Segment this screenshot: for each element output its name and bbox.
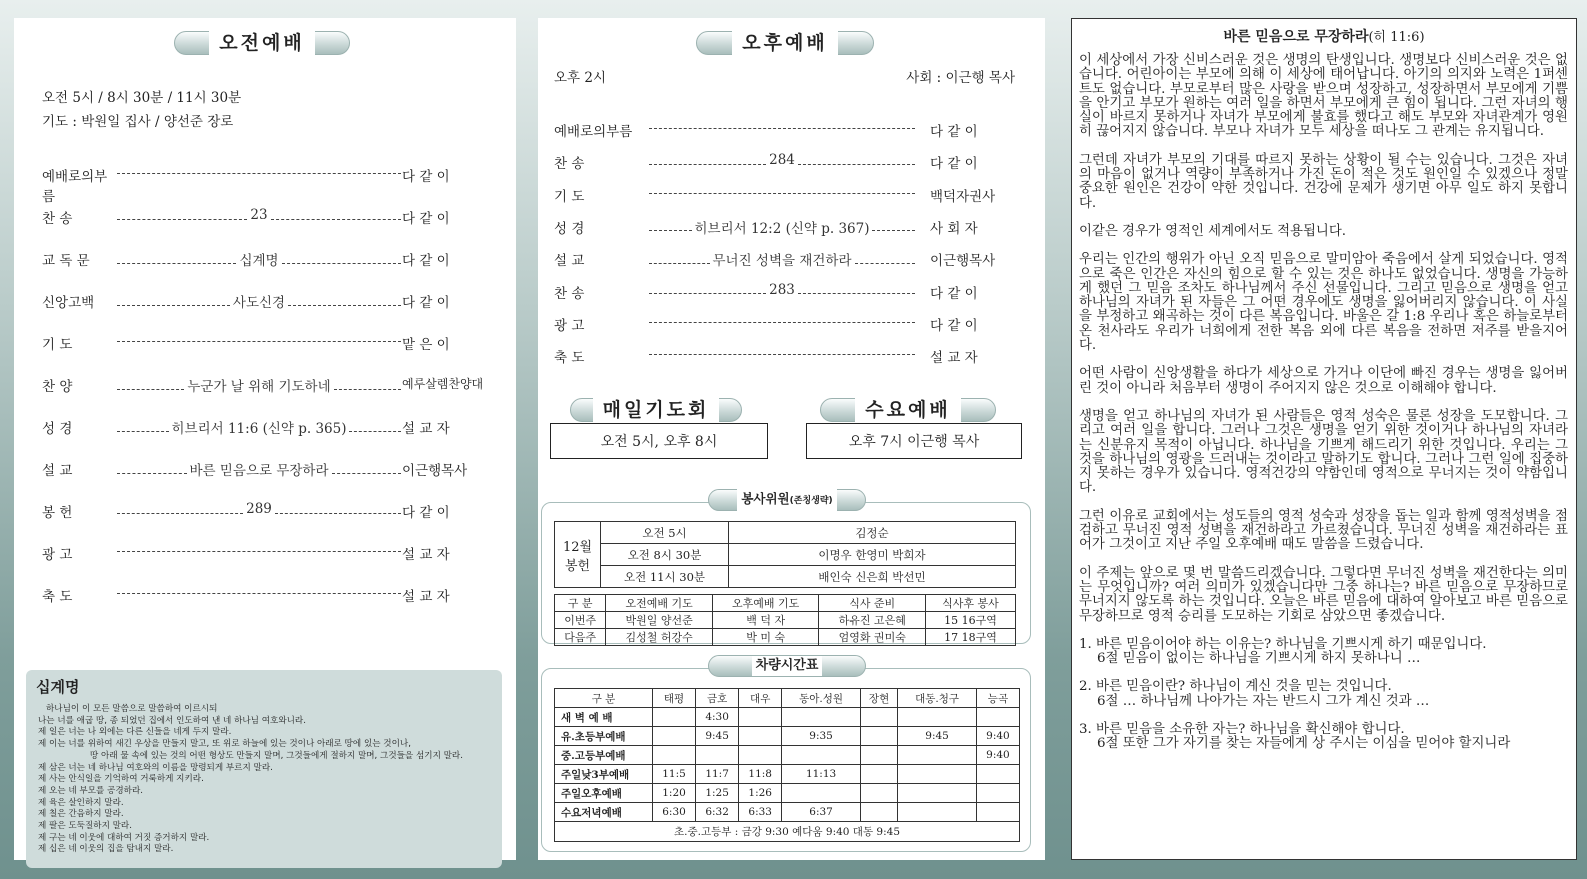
commandment-line: 제 오는 네 부모를 공경하라. xyxy=(38,785,143,796)
volunteers-header-row xyxy=(555,595,1016,612)
volunteers-header: 식사후 봉사 xyxy=(925,595,1015,612)
volunteers-row xyxy=(555,612,1016,629)
volunteers-title: 봉사위원 xyxy=(741,491,790,506)
order-item: 설 교 xyxy=(554,253,585,270)
morning-title: 오전예배 xyxy=(209,31,314,55)
morning-title-banner xyxy=(174,31,350,55)
bus-time: 1:20 xyxy=(653,784,696,803)
bus-time xyxy=(782,784,861,803)
bus-time: 6:37 xyxy=(782,803,861,822)
bus-service-name: 주일오후예배 xyxy=(555,784,653,803)
commandment-line: 제 일은 너는 나 외에는 다른 신들을 네게 두지 말라. xyxy=(38,727,232,738)
sermon-panel xyxy=(1071,18,1577,860)
volunteers-header: 오전예배 기도 xyxy=(606,595,713,612)
bus-time xyxy=(653,746,696,765)
afternoon-title-banner xyxy=(696,31,874,55)
december-names: 김정순 xyxy=(729,522,1016,544)
bus-row xyxy=(555,784,1020,803)
bus-header: 동아.성원 xyxy=(782,689,861,708)
bus-title: 차량시간표 xyxy=(752,656,823,676)
bus-time xyxy=(739,727,782,746)
bus-time xyxy=(860,708,897,727)
order-row xyxy=(14,375,516,395)
bus-time: 9:40 xyxy=(976,746,1019,765)
order-item: 찬 송 xyxy=(42,211,73,227)
sermon-paragraph: 이 주제는 앞으로 몇 번 말씀드리겠습니다. 그렇다면 무너진 성벽을 재건한다는 의미는 무엇입니까? 여러 의미가 있겠습니다만 그중 하나는? 바른 믿음으로 무장하므로 무너지지 않도록 하는 것입니다. 오늘은 바른 믿음에 대하여 알아보고 바른 믿음으로 무장하므로 영적 승리를 도모하는 기회로 삼았으면 좋겠습니다. xyxy=(1079,565,1568,624)
daily-prayer-box: 오전 5시, 오후 8시 xyxy=(550,423,768,459)
wednesday-banner xyxy=(820,398,996,422)
volunteers-cell: 15 16구역 xyxy=(925,612,1015,629)
commandment-line: 제 이는 너를 위하여 새긴 우상을 만들지 말고, 또 위로 하늘에 있는 것이나 아래로 땅에 있는 것이나, xyxy=(38,739,411,750)
order-person: 예루살렘찬양대 xyxy=(402,377,484,391)
afternoon-title: 오후예배 xyxy=(732,31,837,55)
order-detail-text: 289 xyxy=(246,501,272,517)
order-detail xyxy=(114,459,404,479)
bus-time xyxy=(860,765,897,784)
bus-footer-row xyxy=(555,822,1020,842)
bus-time: 11:8 xyxy=(739,765,782,784)
order-row xyxy=(538,217,1045,237)
bus-time xyxy=(860,784,897,803)
commandments-title: 십계명 xyxy=(36,678,80,696)
bus-header: 대우 xyxy=(739,689,782,708)
sermon-title: 바른 믿음으로 무장하라 xyxy=(1223,29,1369,45)
order-detail xyxy=(114,333,404,342)
bus-time: 1:25 xyxy=(696,784,739,803)
order-item: 설 교 xyxy=(42,463,73,479)
afternoon-host: 사회 : 이근행 목사 xyxy=(906,70,1015,86)
order-detail-text: 283 xyxy=(769,281,795,298)
order-row xyxy=(14,249,516,269)
bus-row xyxy=(555,727,1020,746)
december-names: 이명우 한영미 박희자 xyxy=(729,544,1016,566)
order-row xyxy=(14,585,516,605)
order-detail-text: 바른 믿음으로 무장하라 xyxy=(189,463,329,479)
december-row xyxy=(555,544,1016,566)
bus-time: 1:26 xyxy=(739,784,782,803)
bus-row xyxy=(555,765,1020,784)
volunteers-row xyxy=(555,629,1016,646)
order-person: 다 같 이 xyxy=(402,505,450,521)
wednesday-title: 수요예배 xyxy=(855,398,960,422)
morning-times: 오전 5시 / 8시 30분 / 11시 30분 xyxy=(42,90,242,106)
order-row xyxy=(14,207,516,227)
bus-time xyxy=(898,765,977,784)
order-item: 예배로의부름 xyxy=(554,124,633,140)
volunteers-cell: 17 18구역 xyxy=(925,629,1015,646)
order-detail-text: 사도신경 xyxy=(232,295,286,311)
wednesday-box: 오후 7시 이근행 목사 xyxy=(806,423,1022,459)
bus-banner xyxy=(708,655,866,677)
order-item: 광 고 xyxy=(42,547,73,563)
order-person: 다 같 이 xyxy=(930,317,978,334)
order-row xyxy=(14,333,516,353)
order-detail xyxy=(646,120,918,129)
order-person: 다 같 이 xyxy=(930,156,978,173)
order-detail-text: 무너진 성벽을 재건하라 xyxy=(712,253,852,270)
order-person: 설 교 자 xyxy=(402,589,450,605)
volunteers-cell: 백 덕 자 xyxy=(712,612,819,629)
volunteers-cell: 이번주 xyxy=(555,612,606,629)
order-row xyxy=(538,249,1045,269)
order-detail xyxy=(646,217,918,237)
order-item: 예배로의부름 xyxy=(42,169,108,205)
commandment-line: 제 십은 네 이웃의 집을 탐내지 말라. xyxy=(38,844,174,855)
bus-time xyxy=(898,746,977,765)
ten-commandments-box xyxy=(26,670,502,868)
volunteers-cell: 김성철 허강수 xyxy=(606,629,713,646)
bus-time xyxy=(860,727,897,746)
bus-time: 4:30 xyxy=(696,708,739,727)
volunteers-cell: 하유진 고은혜 xyxy=(819,612,926,629)
sermon-paragraph: 생명을 얻고 하나님의 자녀가 된 사람들은 영적 성숙은 물론 성장을 도모합니다. 그리고 여러 일을 합니다. 그러나 그것은 생명을 얻기 위한 것이거나 하나님의 자녀라는 신분유지 목적이 아닙니다. 하나님을 기쁘게 해드리기 위한 것입니다. 우리는 그것을 하나님의 영광을 드러내는 것이라고 말하기도 합니다. 그러나 그런 일에 집중하지 못하는 경우가 있습니다. 영적건강의 약함인데 영적으로 무너지는 것이 약함입니다. xyxy=(1079,408,1568,496)
december-time: 오전 5시 xyxy=(601,522,729,544)
commandment-line: 제 팔은 도둑질하지 말라. xyxy=(38,821,132,831)
order-detail-text: 284 xyxy=(769,152,795,169)
order-person: 설 교 자 xyxy=(402,547,450,563)
bus-header: 태평 xyxy=(653,689,696,708)
volunteers-header: 오후예배 기도 xyxy=(712,595,819,612)
bus-time: 9:45 xyxy=(696,727,739,746)
order-row xyxy=(14,459,516,479)
volunteers-title-note: (존칭생략) xyxy=(789,496,833,506)
bus-time: 6:30 xyxy=(653,803,696,822)
volunteers-cell: 박원일 양선준 xyxy=(606,612,713,629)
sermon-paragraph: 그런 이유로 교회에서는 성도들의 영적 성숙과 성장을 돕는 일과 함께 영적성벽을 점검하고 무너진 영적 성벽을 재건하라고 가르쳤습니다. 무너진 성벽을 재건하라는 표어가 그것이고 지난 주일 오후예배 때도 말씀을 드렸습니다. xyxy=(1079,508,1568,553)
sermon-paragraph: 그런데 자녀가 부모의 기대를 따르지 못하는 상황이 될 수는 있습니다. 그것은 자녀의 마음이 없거나 역량이 부족하거나 가진 돈이 적은 것도 원인일 수 있겠으나 정말 중요한 원인은 건강이 약한 것입니다. 건강에 문제가 생기면 아무 일도 하지 못합니다. xyxy=(1079,152,1568,211)
order-item: 성 경 xyxy=(42,421,73,437)
order-item: 찬 양 xyxy=(42,379,73,395)
december-time: 오전 8시 30분 xyxy=(601,544,729,566)
bus-time xyxy=(860,746,897,765)
bus-header: 금호 xyxy=(696,689,739,708)
order-item: 축 도 xyxy=(554,350,585,367)
bus-service-name: 수요저녁예배 xyxy=(555,803,653,822)
sermon-point-head: 3. 바른 믿음을 소유한 자는? 하나님을 확신해야 합니다. xyxy=(1079,721,1405,737)
order-detail xyxy=(646,314,918,323)
volunteers-banner xyxy=(708,489,866,511)
order-detail xyxy=(114,501,404,517)
bus-header: 능곡 xyxy=(976,689,1019,708)
order-row xyxy=(14,291,516,311)
order-detail xyxy=(114,291,404,311)
order-item: 기 도 xyxy=(42,337,73,353)
sermon-point-verse: 6절 … 하나님께 나아가는 자는 반드시 그가 계신 것과 … xyxy=(1097,693,1430,709)
bus-time xyxy=(653,727,696,746)
order-item: 찬 송 xyxy=(554,285,585,302)
order-person: 사 회 자 xyxy=(930,220,978,237)
december-time: 오전 11시 30분 xyxy=(601,566,729,588)
december-row xyxy=(555,522,1016,544)
order-row xyxy=(538,346,1045,366)
bus-time xyxy=(976,784,1019,803)
order-person: 백덕자권사 xyxy=(930,188,996,205)
order-item: 축 도 xyxy=(42,589,73,605)
december-label: 12월 봉헌 xyxy=(555,522,601,588)
commandment-line: 제 칠은 간음하지 말라. xyxy=(38,809,124,820)
sermon-point xyxy=(1079,638,1568,667)
bus-time: 6:33 xyxy=(739,803,782,822)
bus-time: 6:32 xyxy=(696,803,739,822)
order-item: 교 독 문 xyxy=(42,253,90,269)
sermon-heading xyxy=(1072,26,1576,46)
order-person: 다 같 이 xyxy=(402,295,450,311)
bus-service-name: 주일낮3부예배 xyxy=(555,765,653,784)
order-person: 다 같 이 xyxy=(402,253,450,269)
december-names: 배인숙 신은희 박선민 xyxy=(729,566,1016,588)
bus-footer: 초.중.고등부 : 금강 9:30 예다움 9:40 대동 9:45 xyxy=(555,822,1020,842)
bus-time xyxy=(976,803,1019,822)
commandment-line: 제 육은 살인하지 말라. xyxy=(38,797,124,808)
bus-time xyxy=(653,708,696,727)
bus-time xyxy=(898,803,977,822)
bus-service-name: 유.초등부예배 xyxy=(555,727,653,746)
order-row xyxy=(14,543,516,563)
volunteers-cell: 엄영화 권미숙 xyxy=(819,629,926,646)
order-person: 다 같 이 xyxy=(402,169,450,185)
order-person: 이근행목사 xyxy=(930,253,996,270)
sermon-paragraph: 이 세상에서 가장 신비스러운 것은 생명의 탄생입니다. 생명보다 신비스러운 것은 없습니다. 어린아이는 부모에 의해 이 세상에 태어납니다. 아기의 의지와 노력은 1퍼센트도 없습니다. 부모로부터 많은 사랑을 받으며 성장하고, 성장하면서 부모에게 기쁨을 안기고 부모가 원하는 여러 일을 하면서 부모에게 큰 힘이 됩니다. 그런 자녀의 행실이 바르지 못하거나 자녀가 부모에게 불효를 했다고 해도 부모와 자녀관계가 영원히 끊어지지 않습니다. 부모나 자녀가 모두 세상을 떠나도 그 관계는 유지됩니다. xyxy=(1079,53,1568,140)
sermon-point-head: 2. 바른 믿음이란? 하나님이 계신 것을 믿는 것입니다. xyxy=(1079,679,1392,695)
bus-row xyxy=(555,708,1020,727)
commandment-line: 땅 아래 물 속에 있는 것의 어떤 형상도 만들지 말며, 그것들에게 절하지 말며, 그것들을 섬기지 말라. xyxy=(90,750,463,761)
order-detail xyxy=(646,249,918,269)
bus-time: 9:45 xyxy=(898,727,977,746)
sermon-point xyxy=(1079,723,1568,752)
order-detail xyxy=(114,165,404,174)
order-person: 맡 은 이 xyxy=(402,337,450,353)
sermon-point-verse: 6절 믿음이 없이는 하나님을 기쁘시게 하지 못하나니 … xyxy=(1097,651,1421,667)
bus-time xyxy=(898,784,977,803)
bus-header: 구 분 xyxy=(555,689,653,708)
bus-service-name: 새 벽 예 배 xyxy=(555,708,653,727)
bus-time xyxy=(976,765,1019,784)
bus-time xyxy=(739,708,782,727)
order-row xyxy=(538,152,1045,172)
volunteers-table xyxy=(554,594,1016,646)
order-row xyxy=(538,314,1045,334)
order-item: 찬 송 xyxy=(554,156,585,173)
volunteers-header: 식사 준비 xyxy=(819,595,926,612)
bus-time xyxy=(696,746,739,765)
order-detail xyxy=(646,152,918,168)
bus-header: 대동.청구 xyxy=(898,689,977,708)
order-row xyxy=(14,165,516,205)
order-person: 설 교 자 xyxy=(930,350,978,367)
bus-time xyxy=(739,746,782,765)
order-row xyxy=(538,185,1045,205)
order-item: 성 경 xyxy=(554,220,585,237)
bus-schedule-table xyxy=(554,688,1020,842)
order-item: 광 고 xyxy=(554,317,585,334)
sermon-point-verse: 6절 또한 그가 자기를 찾는 자들에게 상 주시는 이심을 믿어야 할지니라 xyxy=(1097,736,1511,752)
volunteers-cell: 박 미 숙 xyxy=(712,629,819,646)
order-detail xyxy=(646,346,918,355)
order-detail xyxy=(114,543,404,552)
daily-prayer-banner xyxy=(570,398,742,422)
bus-service-name: 중.고등부예배 xyxy=(555,746,653,765)
sermon-point xyxy=(1079,680,1568,709)
order-item: 신앙고백 xyxy=(42,295,95,311)
bus-time: 9:40 xyxy=(976,727,1019,746)
bus-time xyxy=(782,746,861,765)
bus-time: 9:35 xyxy=(782,727,861,746)
order-detail-text: 히브리서 12:2 (신약 p. 367) xyxy=(694,220,870,237)
order-detail-text: 십계명 xyxy=(239,253,279,269)
order-person: 설 교 자 xyxy=(402,421,450,437)
order-person: 다 같 이 xyxy=(402,211,450,227)
bus-time: 11:7 xyxy=(696,765,739,784)
afternoon-service-panel xyxy=(538,18,1045,860)
morning-service-panel xyxy=(14,18,516,860)
order-detail-text: 23 xyxy=(250,207,268,223)
bus-time xyxy=(976,708,1019,727)
commandment-line: 제 사는 안식일을 기억하여 거룩하게 지키라. xyxy=(38,774,204,785)
sermon-paragraph: 우리는 인간의 행위가 아닌 오직 믿음으로 말미암아 죽음에서 살게 되었습니다. 영적으로 죽은 인간은 자신의 힘으로 할 수 있는 것은 하나도 없었습니다. 생명을 가능하게 했던 그 믿음 조차도 하나님께서 주신 선물입니다. 그리고 믿음으로 생명을 얻고 하나님의 자녀가 된 자들은 그 어떤 경우에도 생명을 잃어버리지 않습니다. 이 사실을 부정하고 왜곡하는 것이 다른 복음입니다. 바울은 갈 1:8 우리나 혹은 하늘로부터 온 천사라도 우리가 너희에게 전한 복음 외에 다른 복음을 전하면 저주를 받을지어다. xyxy=(1079,252,1568,354)
daily-prayer-title: 매일기도회 xyxy=(593,398,720,422)
bus-time xyxy=(782,708,861,727)
volunteers-frame xyxy=(541,491,1031,644)
order-detail xyxy=(646,185,918,194)
bus-time xyxy=(860,803,897,822)
bus-time: 11:5 xyxy=(653,765,696,784)
order-detail xyxy=(114,417,404,437)
volunteers-december-table xyxy=(554,521,1016,588)
order-detail xyxy=(114,375,404,395)
bus-time: 11:13 xyxy=(782,765,861,784)
order-row xyxy=(14,501,516,521)
afternoon-time: 오후 2시 xyxy=(554,70,607,86)
volunteers-header: 구 분 xyxy=(555,595,606,612)
order-person: 다 같 이 xyxy=(930,124,978,140)
order-detail xyxy=(646,282,918,298)
sermon-point-head: 1. 바른 믿음이어야 하는 이유는? 하나님을 기쁘시게 하기 때문입니다. xyxy=(1079,636,1487,652)
sermon-paragraph: 어떤 사람이 신앙생활을 하다가 세상으로 가거나 이단에 빠진 경우는 생명을 잃어버린 것이 아니라 처음부터 생명이 주어지지 않은 것으로 이해해야 합니다. xyxy=(1079,366,1568,396)
bus-schedule-frame xyxy=(541,658,1031,852)
morning-prayer: 기도 : 박원일 집사 / 양선준 장로 xyxy=(42,114,234,130)
order-row xyxy=(538,282,1045,302)
order-item: 기 도 xyxy=(554,188,585,205)
commandment-line: 제 구는 네 이웃에 대하여 거짓 증거하지 말라. xyxy=(38,832,210,843)
bus-row xyxy=(555,746,1020,765)
order-detail-text: 히브리서 11:6 (신약 p. 365) xyxy=(171,421,347,437)
bus-header: 장현 xyxy=(860,689,897,708)
volunteers-cell: 다음주 xyxy=(555,629,606,646)
sermon-body xyxy=(1079,54,1568,766)
order-row xyxy=(14,417,516,437)
sermon-reference: (히 11:6) xyxy=(1368,30,1425,45)
order-detail xyxy=(114,207,404,223)
commandment-line: 제 삼은 너는 네 하나님 여호와의 이름을 망령되게 부르지 말라. xyxy=(38,762,273,773)
bus-row xyxy=(555,803,1020,822)
order-detail-text: 누군가 날 위해 기도하네 xyxy=(187,379,331,395)
bus-time xyxy=(898,708,977,727)
order-person: 이근행목사 xyxy=(402,463,468,479)
order-detail xyxy=(114,585,404,594)
order-row xyxy=(538,120,1045,140)
order-detail xyxy=(114,249,404,269)
bus-header-row xyxy=(555,689,1020,708)
order-person: 다 같 이 xyxy=(930,285,978,302)
order-item: 봉 헌 xyxy=(42,505,73,521)
sermon-paragraph: 이같은 경우가 영적인 세계에서도 적용됩니다. xyxy=(1079,223,1347,239)
commandment-line: 하나님이 이 모든 말씀으로 말씀하여 이르시되 xyxy=(46,704,218,714)
december-row xyxy=(555,566,1016,588)
commandment-line: 나는 너를 애굽 땅, 종 되었던 집에서 인도하여 낸 네 하나님 여호와니라. xyxy=(38,715,306,726)
